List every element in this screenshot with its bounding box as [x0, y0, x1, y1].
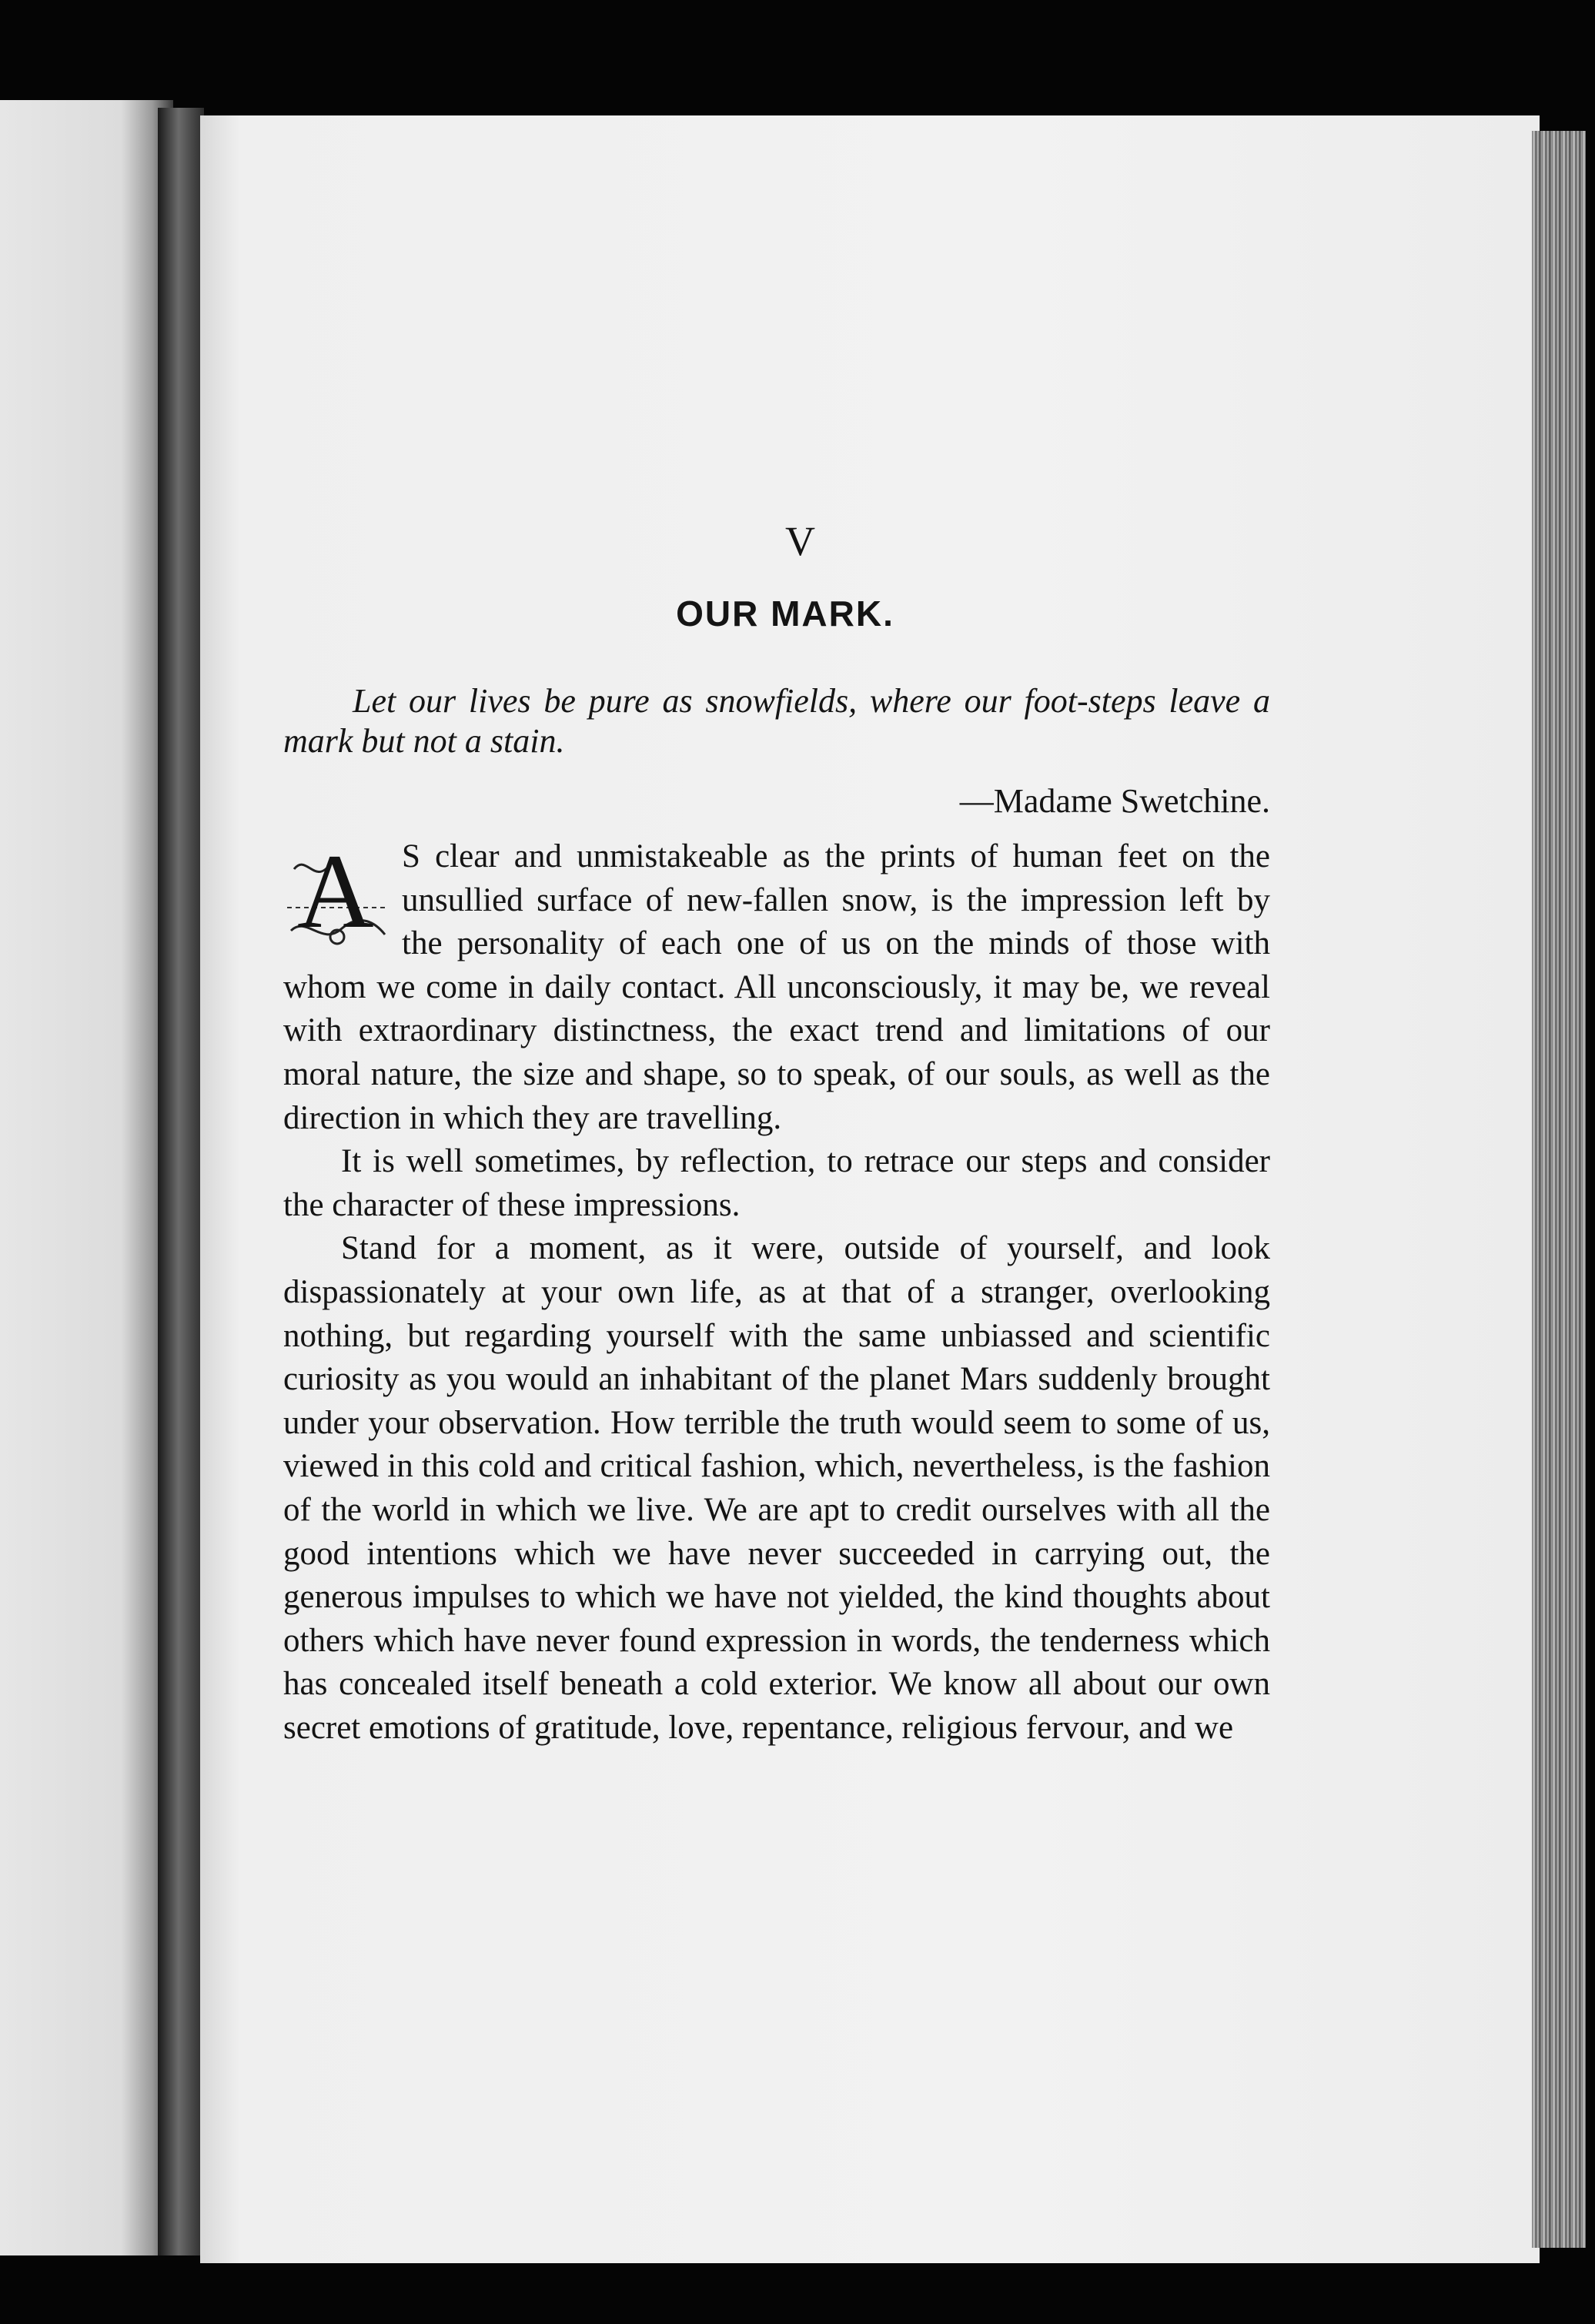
- body-text: [283, 832, 1270, 1750]
- epigraph-attribution: —Madame Swetchine.: [959, 782, 1270, 820]
- chapter-number: V: [785, 518, 817, 564]
- drop-cap-letter: A: [297, 832, 374, 950]
- paragraph: S clear and unmistakeable as the prints of human feet on the unsullied surface of new-fallen snow, is the impression left by the personality of each one of us on the minds of those with whom we come in daily contact. All unconsciously, it may be, we reveal with extraordinary distinctness, the exact trend and limitations of our moral nature, the size and shape, so to speak, of our souls, as well as the direction in which they are travelling.: [283, 838, 1270, 1136]
- book-gutter: [158, 108, 204, 2255]
- left-facing-page: [0, 100, 173, 2255]
- paragraph: Stand for a moment, as it were, outside of yourself, and look dispassionately at your own life, as at that of a stranger, overlooking nothing, but regarding yourself with the same unbiassed and scientific curiosity as you would an inhabitant of the planet Mars suddenly brought under your observation. How terrible the truth would seem to some of us, viewed in this cold and critical fashion, which, nevertheless, is the fashion of the world in which we live. We are apt to credit ourselves with all the good intentions which we have never succeeded in carrying out, the generous impulses to which we have not yielded, the kind thoughts about others which have never found expression in words, the tenderness which has concealed itself beneath a cold exterior. We know all about our own secret emotions of gratitude, love, repentance, religious fervour, and we: [283, 1230, 1270, 1746]
- epigraph-quote: Let our lives be pure as snowfields, where our foot-steps leave a mark but not a stain.: [283, 682, 1270, 760]
- ornamental-drop-cap: [283, 832, 391, 950]
- page-edge: [1532, 131, 1586, 2248]
- paragraph: It is well sometimes, by reflection, to retrace our steps and consider the character of these impressions.: [283, 1143, 1270, 1223]
- chapter-title: OUR MARK.: [676, 594, 894, 634]
